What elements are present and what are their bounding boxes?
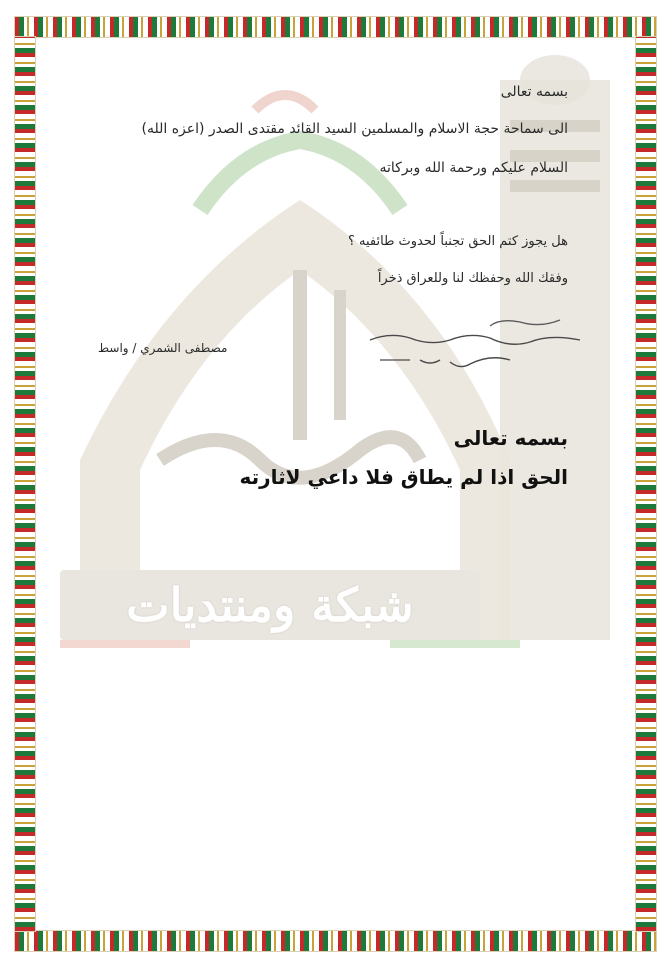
decorative-border-top xyxy=(14,16,657,38)
answer-text: الحق اذا لم يطاق فلا داعي لاثارته xyxy=(239,465,568,489)
letter-salutation: بسمه تعالى xyxy=(500,84,568,100)
decorative-border-right xyxy=(635,36,657,932)
answer-heading: بسمه تعالى xyxy=(453,426,568,450)
letter-prayer: وفقك الله وحفظك لنا وللعراق ذخراً xyxy=(377,271,568,286)
forum-watermark-text: شبكة ومنتديات xyxy=(60,570,480,640)
handwritten-signature xyxy=(360,310,585,380)
letter-addressee: الى سماحة حجة الاسلام والمسلمين السيد القائد مقتدى الصدر (اعزه الله) xyxy=(141,121,568,137)
decorative-border-left xyxy=(14,36,36,932)
letter-question: هل يجوز كتم الحق تجنباً لحدوث طائفيه ؟ xyxy=(347,234,568,249)
letter-greeting: السلام عليكم ورحمة الله وبركاته xyxy=(379,160,568,176)
sender-signature: مصطفى الشمري / واسط xyxy=(98,341,228,355)
decorative-border-bottom xyxy=(14,930,657,952)
